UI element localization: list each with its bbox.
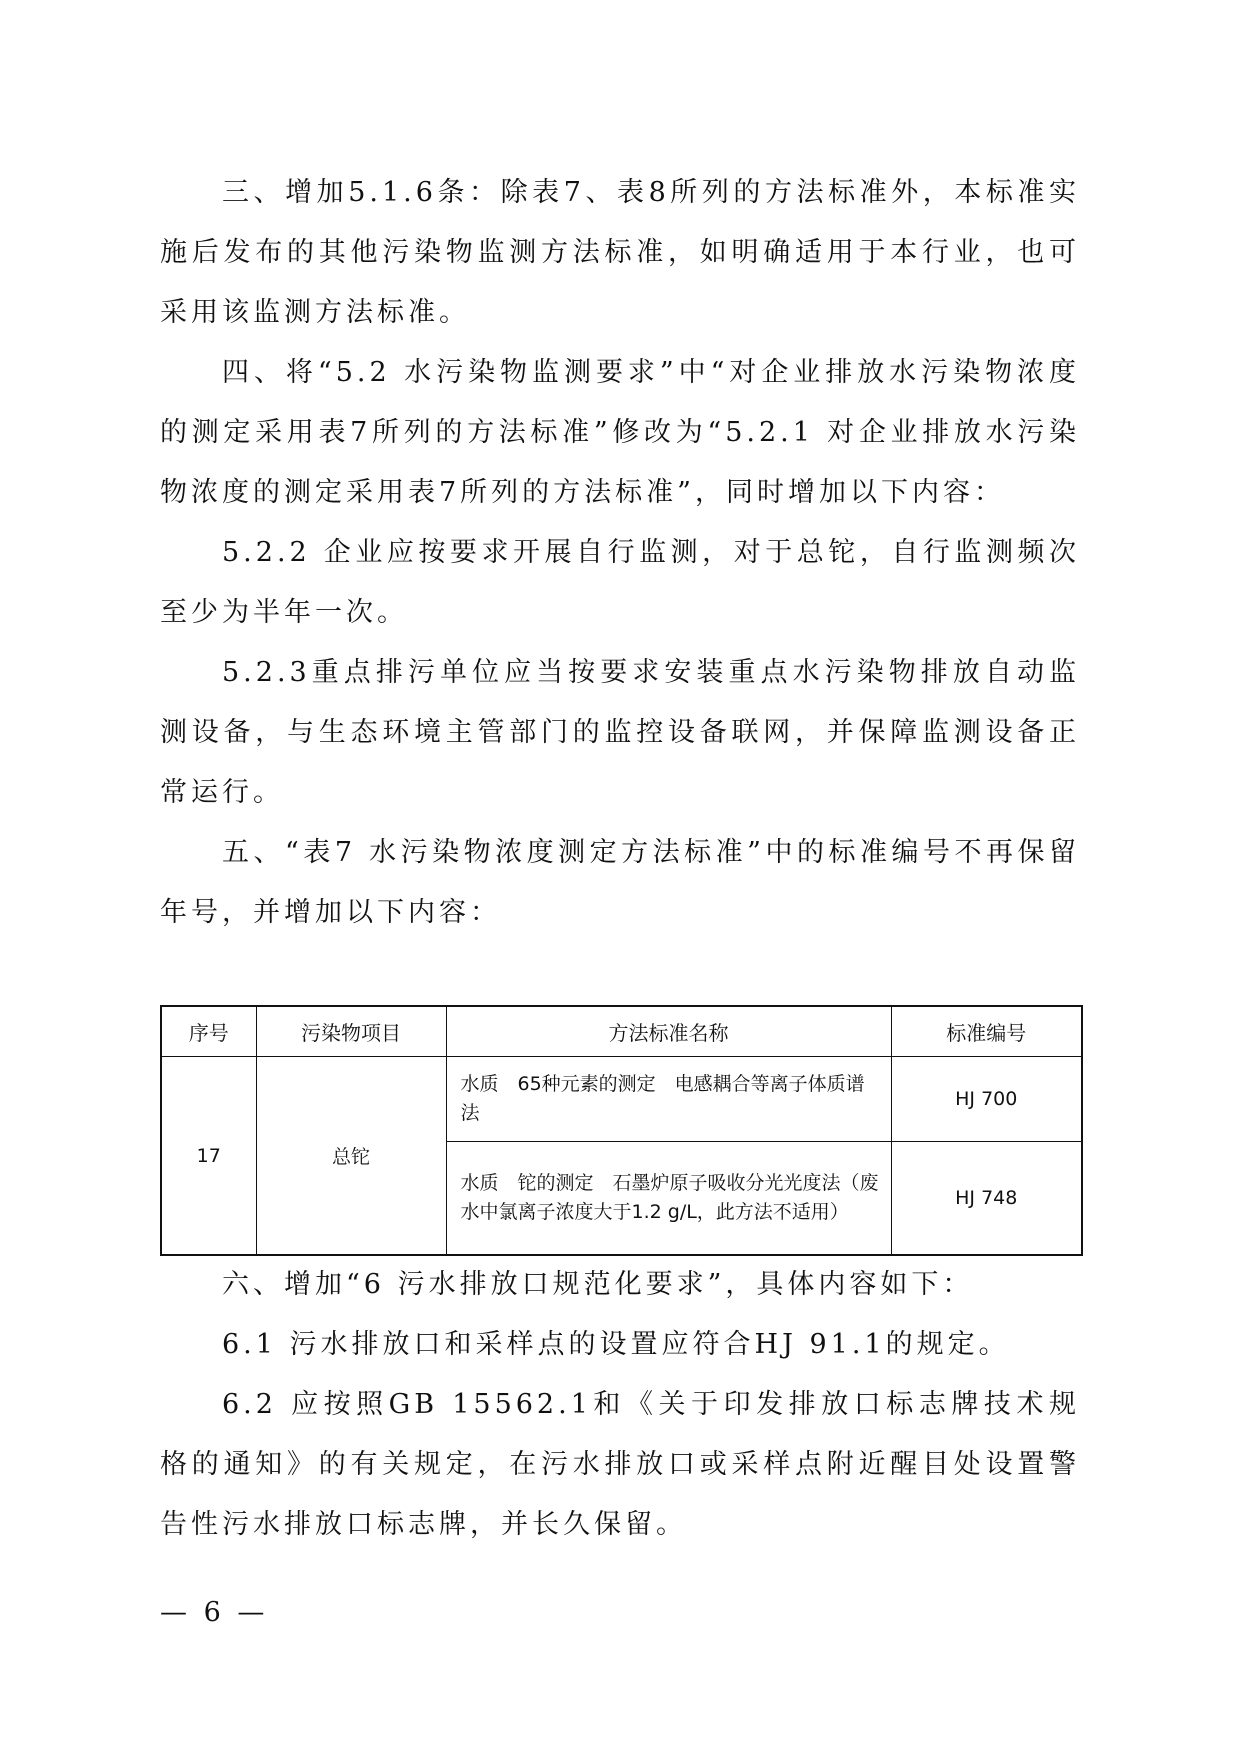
paragraph-6-1: 6.1 污水排放口和采样点的设置应符合HJ 91.1的规定。 — [222, 1329, 1010, 1360]
cell-method-name: 水质 铊的测定 石墨炉原子吸收分光光度法（废水中氯离子浓度大于1.2 g/L，此方法不适用） — [446, 1142, 891, 1256]
table-header-row — [161, 1006, 1082, 1057]
paragraph-5-2-2: 5.2.2 企业应按要求开展自行监测，对于总铊，自行监测频次至少为半年一次。 — [160, 537, 1080, 628]
paragraph-item-5: 五、“表7 水污染物浓度测定方法标准”中的标准编号不再保留年号，并增加以下内容： — [160, 837, 1080, 928]
header-seq: 序号 — [161, 1006, 256, 1057]
paragraph-5-2-3: 5.2.3重点排污单位应当按要求安装重点水污染物排放自动监测设备，与生态环境主管部门的监控设备联网，并保障监测设备正常运行。 — [160, 657, 1080, 808]
header-method-name: 方法标准名称 — [446, 1006, 891, 1057]
paragraph-item-3: 三、增加5.1.6条：除表7、表8所列的方法标准外，本标准实施后发布的其他污染物监测方法标准，如明确适用于本行业，也可采用该监测方法标准。 — [160, 177, 1080, 328]
paragraph-item-4: 四、将“5.2 水污染物监测要求”中“对企业排放水污染物浓度的测定采用表7所列的方法标准”修改为“5.2.1 对企业排放水污染物浓度的测定采用表7所列的方法标准”，同时增加以下内容： — [160, 357, 1080, 508]
cell-seq: 17 — [161, 1057, 256, 1256]
method-standard-table — [160, 1005, 1083, 1256]
cell-standard-code: HJ 700 — [891, 1057, 1082, 1142]
page-number: — 6 — — [160, 1597, 269, 1628]
header-standard-code: 标准编号 — [891, 1006, 1082, 1057]
cell-method-name: 水质 65种元素的测定 电感耦合等离子体质谱法 — [446, 1057, 891, 1142]
cell-pollutant: 总铊 — [256, 1057, 446, 1256]
paragraph-6-2: 6.2 应按照GB 15562.1和《关于印发排放口标志牌技术规格的通知》的有关规定，在污水排放口或采样点附近醒目处设置警告性污水排放口标志牌，并长久保留。 — [160, 1389, 1080, 1540]
paragraph-item-6: 六、增加“6 污水排放口规范化要求”，具体内容如下： — [222, 1269, 974, 1300]
header-pollutant: 污染物项目 — [256, 1006, 446, 1057]
table-row — [161, 1057, 1082, 1142]
cell-standard-code: HJ 748 — [891, 1142, 1082, 1256]
